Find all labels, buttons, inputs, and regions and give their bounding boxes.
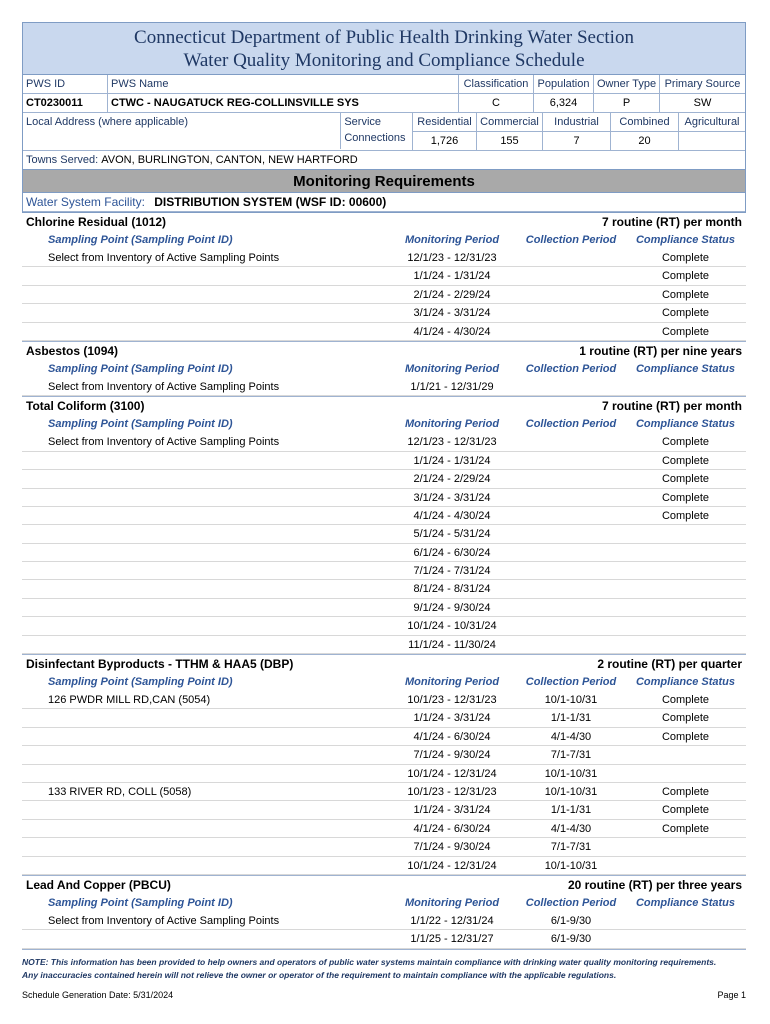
sampling-point xyxy=(22,617,387,634)
note-line-2: Any inaccuracies contained herein will not relieve the owner or operator of the requirement to maintain compliance with the applicable regulations. xyxy=(22,969,617,980)
table-row xyxy=(22,507,746,525)
table-row xyxy=(22,728,746,746)
collection-period: 10/1-10/31 xyxy=(544,859,598,872)
pws-name-value: CTWC - NAUGATUCK REG-COLLINSVILLE SYS xyxy=(108,94,459,112)
collection-period xyxy=(517,544,625,561)
table-row xyxy=(22,433,746,451)
contaminant-header xyxy=(22,213,746,231)
monitoring-period: 10/1/24 - 10/31/24 xyxy=(407,620,497,633)
table-row xyxy=(22,691,746,709)
monitoring-requirements-title: Monitoring Requirements xyxy=(23,169,745,193)
industrial-label: Industrial xyxy=(543,113,611,131)
collection-period xyxy=(517,267,625,284)
monitoring-period: 6/1/24 - 6/30/24 xyxy=(413,546,491,559)
monitoring-period: 10/1/23 - 12/31/23 xyxy=(407,785,497,798)
collection-period: 1/1-1/31 xyxy=(550,712,592,725)
col-compliance-status: Compliance Status xyxy=(635,362,736,375)
owner-type-label: Owner Type xyxy=(594,75,660,93)
collection-period: 4/1-4/30 xyxy=(550,822,592,835)
table-row xyxy=(22,452,746,470)
pws-id-label: PWS ID xyxy=(23,75,108,93)
table-row xyxy=(22,636,746,654)
table-row xyxy=(22,470,746,488)
sampling-point: Select from Inventory of Active Sampling Points xyxy=(48,380,280,393)
compliance-status xyxy=(625,746,746,763)
contaminant-section xyxy=(22,655,746,876)
contaminant-section xyxy=(22,876,746,950)
compliance-status: Complete xyxy=(661,509,710,522)
contaminant-header xyxy=(22,342,746,360)
generation-date: Schedule Generation Date: 5/31/2024 xyxy=(22,989,174,1000)
monitoring-period: 7/1/24 - 9/30/24 xyxy=(413,841,491,854)
pws-name-label: PWS Name xyxy=(108,75,459,93)
column-header-row xyxy=(22,360,746,378)
note-line-1: NOTE: This information has been provided to help owners and operators of public water systems maintain compliance with drinking water quality monitoring requirements. xyxy=(22,956,717,967)
towns-served-row xyxy=(23,151,745,169)
column-header-row xyxy=(22,894,746,912)
col-collection-period: Collection Period xyxy=(525,676,617,689)
sampling-point xyxy=(22,820,387,837)
service-connections-label xyxy=(341,113,413,150)
compliance-status: Complete xyxy=(661,694,710,707)
collection-period: 10/1-10/31 xyxy=(544,785,598,798)
collection-period: 7/1-7/31 xyxy=(550,841,592,854)
table-row xyxy=(22,820,746,838)
col-collection-period: Collection Period xyxy=(525,234,617,246)
collection-period xyxy=(517,580,625,597)
collection-period: 10/1-10/31 xyxy=(544,767,598,780)
system-label-row xyxy=(23,75,745,94)
system-value-row xyxy=(23,94,745,113)
table-row xyxy=(22,525,746,543)
compliance-status: Complete xyxy=(661,804,710,817)
sampling-point xyxy=(22,599,387,616)
monitoring-period: 9/1/24 - 9/30/24 xyxy=(413,601,491,614)
col-collection-period: Collection Period xyxy=(525,362,617,375)
monitoring-period: 1/1/24 - 3/31/24 xyxy=(413,804,491,817)
towns-served-value: AVON, BURLINGTON, CANTON, NEW HARTFORD xyxy=(101,154,358,166)
sampling-frequency: 20 routine (RT) per three years xyxy=(567,877,742,892)
header-box xyxy=(22,22,746,213)
table-row xyxy=(22,709,746,727)
collection-period xyxy=(517,304,625,321)
monitoring-period: 1/1/22 - 12/31/24 xyxy=(410,914,494,927)
collection-period xyxy=(517,323,625,340)
compliance-status: Complete xyxy=(661,712,710,725)
table-row xyxy=(22,783,746,801)
monitoring-period: 7/1/24 - 9/30/24 xyxy=(413,749,491,762)
collection-period xyxy=(517,470,625,487)
col-monitoring-period: Monitoring Period xyxy=(404,676,500,689)
title-line-1: Connecticut Department of Public Health Drinking Water Section xyxy=(134,27,634,48)
title-band xyxy=(23,23,745,75)
monitoring-period: 1/1/25 - 12/31/27 xyxy=(410,933,494,946)
compliance-status xyxy=(625,912,746,929)
compliance-status xyxy=(625,580,746,597)
agricultural-label: Agricultural xyxy=(684,116,740,128)
monitoring-period: 4/1/24 - 4/30/24 xyxy=(413,509,491,522)
sampling-point xyxy=(22,323,387,340)
contaminant-section xyxy=(22,342,746,397)
sampling-point xyxy=(22,452,387,469)
contaminant-name: Chlorine Residual (1012) xyxy=(26,215,167,229)
local-address-label: Local Address (where applicable) xyxy=(23,113,341,149)
compliance-status: Complete xyxy=(661,822,710,835)
sampling-point xyxy=(22,507,387,524)
col-compliance-status: Compliance Status xyxy=(635,896,736,909)
contaminant-header xyxy=(22,397,746,415)
collection-period xyxy=(517,489,625,506)
sampling-point xyxy=(22,580,387,597)
monitoring-period: 4/1/24 - 6/30/24 xyxy=(413,730,491,743)
contaminant-name: Asbestos (1094) xyxy=(26,343,119,358)
compliance-status: Complete xyxy=(661,436,710,449)
table-row xyxy=(22,912,746,930)
document-page xyxy=(22,22,746,1000)
monitoring-period: 7/1/24 - 7/31/24 xyxy=(413,565,491,578)
compliance-status: Complete xyxy=(661,307,710,320)
residential-label: Residential xyxy=(413,113,477,131)
monitoring-period: 12/1/23 - 12/31/23 xyxy=(407,436,497,449)
compliance-status xyxy=(625,838,746,855)
page-footer xyxy=(22,990,746,1000)
sampling-point: 133 RIVER RD, COLL (5058) xyxy=(48,785,192,798)
combined-label: Combined xyxy=(611,113,679,131)
table-row xyxy=(22,489,746,507)
sampling-point xyxy=(22,525,387,542)
compliance-status xyxy=(625,378,746,395)
monitoring-period: 10/1/24 - 12/31/24 xyxy=(407,767,497,780)
monitoring-period: 2/1/24 - 2/29/24 xyxy=(413,473,491,486)
col-sampling-point: Sampling Point (Sampling Point ID) xyxy=(48,676,233,689)
contaminant-header xyxy=(22,876,746,894)
agricultural-value xyxy=(679,132,745,150)
compliance-status: Complete xyxy=(661,491,710,504)
col-collection-period: Collection Period xyxy=(525,418,617,431)
facility-label: Water System Facility: xyxy=(26,195,145,209)
compliance-status: Complete xyxy=(661,785,710,798)
connection-grid xyxy=(413,113,745,150)
table-row xyxy=(22,930,746,948)
primary-source-value: SW xyxy=(693,97,712,109)
table-row xyxy=(22,304,746,322)
monitoring-period: 8/1/24 - 8/31/24 xyxy=(413,583,491,596)
sampling-frequency: 7 routine (RT) per month xyxy=(602,215,742,229)
monitoring-period: 3/1/24 - 3/31/24 xyxy=(413,491,491,504)
column-header-row xyxy=(22,415,746,433)
compliance-status: Complete xyxy=(661,270,710,283)
sampling-point xyxy=(22,838,387,855)
sampling-point xyxy=(22,746,387,763)
page-number: Page 1 xyxy=(717,989,746,1000)
water-system-facility-row xyxy=(23,193,745,212)
sampling-point xyxy=(22,857,387,874)
sampling-point: Select from Inventory of Active Sampling Points xyxy=(48,252,280,264)
industrial-value: 7 xyxy=(543,132,611,150)
sampling-point xyxy=(22,544,387,561)
collection-period xyxy=(517,378,625,395)
compliance-status: Complete xyxy=(661,325,710,338)
service-label-line1: Service xyxy=(344,116,382,128)
col-collection-period: Collection Period xyxy=(525,896,617,909)
monitoring-sections xyxy=(22,213,746,950)
compliance-status xyxy=(625,599,746,616)
sampling-point xyxy=(22,801,387,818)
compliance-status xyxy=(625,617,746,634)
monitoring-period: 12/1/23 - 12/31/23 xyxy=(407,252,497,264)
monitoring-period: 10/1/23 - 12/31/23 xyxy=(407,694,497,707)
monitoring-period: 5/1/24 - 5/31/24 xyxy=(413,528,491,541)
combined-value: 20 xyxy=(611,132,679,150)
col-monitoring-period: Monitoring Period xyxy=(404,362,500,375)
service-label-line2: Connections xyxy=(344,132,406,144)
monitoring-period: 10/1/24 - 12/31/24 xyxy=(407,859,497,872)
collection-period: 4/1-4/30 xyxy=(550,730,592,743)
table-row xyxy=(22,801,746,819)
collection-period: 7/1-7/31 xyxy=(550,749,592,762)
contaminant-section xyxy=(22,213,746,342)
towns-served-label: Towns Served: xyxy=(26,154,99,166)
collection-period xyxy=(517,452,625,469)
monitoring-period: 4/1/24 - 4/30/24 xyxy=(413,325,491,338)
col-compliance-status: Compliance Status xyxy=(635,418,736,431)
contaminant-header xyxy=(22,655,746,673)
collection-period: 1/1-1/31 xyxy=(550,804,592,817)
collection-period: 10/1-10/31 xyxy=(544,694,598,707)
table-row xyxy=(22,765,746,783)
commercial-value: 155 xyxy=(477,132,543,150)
monitoring-period: 11/1/24 - 11/30/24 xyxy=(408,638,496,651)
table-row xyxy=(22,857,746,875)
compliance-status xyxy=(625,525,746,542)
compliance-status: Complete xyxy=(661,252,710,264)
contaminant-name: Disinfectant Byproducts - TTHM & HAA5 (DBP) xyxy=(26,657,294,672)
collection-period: 6/1-9/30 xyxy=(550,914,592,927)
column-header-row xyxy=(22,673,746,691)
table-row xyxy=(22,562,746,580)
contaminant-name: Total Coliform (3100) xyxy=(26,399,145,414)
classification-label: Classification xyxy=(459,75,534,93)
population-label: Population xyxy=(534,75,594,93)
table-row xyxy=(22,599,746,617)
residential-value: 1,726 xyxy=(413,132,477,150)
col-compliance-status: Compliance Status xyxy=(635,676,736,689)
compliance-status: Complete xyxy=(661,473,710,486)
sampling-point xyxy=(22,728,387,745)
collection-period xyxy=(517,617,625,634)
sampling-point xyxy=(22,562,387,579)
sampling-point xyxy=(22,286,387,303)
table-row xyxy=(22,838,746,856)
col-monitoring-period: Monitoring Period xyxy=(404,418,500,431)
compliance-status xyxy=(625,857,746,874)
col-compliance-status: Compliance Status xyxy=(635,234,736,246)
collection-period xyxy=(517,525,625,542)
collection-period xyxy=(517,507,625,524)
sampling-point xyxy=(22,636,387,653)
population-value: 6,324 xyxy=(534,94,594,112)
collection-period xyxy=(517,286,625,303)
compliance-status: Complete xyxy=(661,288,710,301)
monitoring-period: 1/1/21 - 12/31/29 xyxy=(410,380,494,393)
table-row xyxy=(22,249,746,267)
sampling-frequency: 2 routine (RT) per quarter xyxy=(597,657,742,672)
monitoring-period: 1/1/24 - 1/31/24 xyxy=(413,454,491,467)
title-line-2: Water Quality Monitoring and Compliance Schedule xyxy=(183,50,585,71)
sampling-point xyxy=(22,304,387,321)
monitoring-period: 4/1/24 - 6/30/24 xyxy=(413,822,491,835)
compliance-status xyxy=(625,930,746,947)
sampling-point xyxy=(22,489,387,506)
compliance-status xyxy=(625,544,746,561)
table-row xyxy=(22,617,746,635)
monitoring-period: 1/1/24 - 3/31/24 xyxy=(413,712,491,725)
disclaimer-note xyxy=(22,956,746,982)
sampling-point xyxy=(22,765,387,782)
compliance-status xyxy=(625,562,746,579)
sampling-frequency: 7 routine (RT) per month xyxy=(602,399,742,414)
col-monitoring-period: Monitoring Period xyxy=(404,234,500,246)
contaminant-name: Lead And Copper (PBCU) xyxy=(26,877,171,892)
table-row xyxy=(22,746,746,764)
collection-period xyxy=(517,562,625,579)
compliance-status: Complete xyxy=(661,454,710,467)
facility-value: DISTRIBUTION SYSTEM (WSF ID: 00600) xyxy=(154,195,387,209)
collection-period xyxy=(517,249,625,266)
compliance-status xyxy=(625,636,746,653)
commercial-label: Commercial xyxy=(477,113,543,131)
table-row xyxy=(22,267,746,285)
monitoring-period: 2/1/24 - 2/29/24 xyxy=(413,288,491,301)
col-sampling-point: Sampling Point (Sampling Point ID) xyxy=(48,362,233,375)
contaminant-section xyxy=(22,397,746,655)
compliance-status: Complete xyxy=(661,730,710,743)
primary-source-label: Primary Source xyxy=(664,78,741,90)
service-connections-block xyxy=(23,113,745,151)
table-row xyxy=(22,378,746,396)
sampling-frequency: 1 routine (RT) per nine years xyxy=(579,343,742,358)
sampling-point xyxy=(22,709,387,726)
sampling-point xyxy=(22,930,387,947)
col-sampling-point: Sampling Point (Sampling Point ID) xyxy=(48,234,233,246)
classification-value: C xyxy=(459,94,534,112)
sampling-point xyxy=(22,267,387,284)
sampling-point: Select from Inventory of Active Sampling Points xyxy=(48,914,280,927)
table-row xyxy=(22,580,746,598)
collection-period xyxy=(517,599,625,616)
monitoring-period: 1/1/24 - 1/31/24 xyxy=(413,270,491,283)
pws-id-value: CT0230011 xyxy=(23,94,108,112)
column-header-row xyxy=(22,231,746,249)
collection-period xyxy=(517,636,625,653)
sampling-point: Select from Inventory of Active Sampling Points xyxy=(48,436,280,449)
table-row xyxy=(22,544,746,562)
sampling-point xyxy=(22,470,387,487)
table-row xyxy=(22,286,746,304)
collection-period: 6/1-9/30 xyxy=(550,933,592,946)
col-sampling-point: Sampling Point (Sampling Point ID) xyxy=(48,418,233,431)
owner-type-value: P xyxy=(594,94,660,112)
compliance-status xyxy=(625,765,746,782)
sampling-point: 126 PWDR MILL RD,CAN (5054) xyxy=(48,694,211,707)
col-sampling-point: Sampling Point (Sampling Point ID) xyxy=(48,896,233,909)
table-row xyxy=(22,323,746,341)
collection-period xyxy=(517,433,625,450)
col-monitoring-period: Monitoring Period xyxy=(404,896,500,909)
monitoring-period: 3/1/24 - 3/31/24 xyxy=(413,307,491,320)
